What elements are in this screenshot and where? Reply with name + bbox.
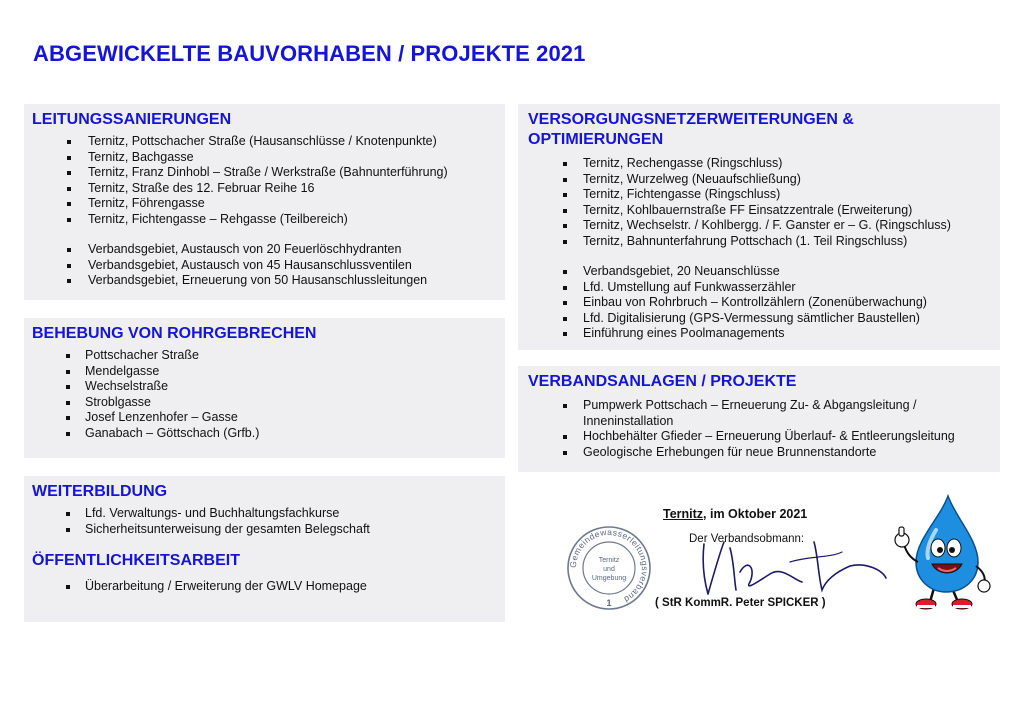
list-item: Ternitz, Franz Dinhobl – Straße / Werkstraße (Bahnunterführung) — [88, 165, 505, 181]
bullet-icon — [66, 432, 70, 436]
bullet-icon — [66, 585, 70, 589]
list-item: Lfd. Umstellung auf Funkwasserzähler — [583, 280, 1000, 296]
list-item: Einbau von Rohrbruch – Kontrollzählern (Zonenüberwachung) — [583, 295, 1000, 311]
bullet-icon — [67, 264, 71, 268]
list-item: Lfd. Digitalisierung (GPS-Vermessung sämtlicher Baustellen) — [583, 311, 1000, 327]
bullet-icon — [67, 218, 71, 222]
bullet-icon — [66, 370, 70, 374]
section-heading: WEITERBILDUNG — [32, 483, 168, 500]
bullet-icon — [563, 286, 567, 290]
section-heading: VERBANDSANLAGEN / PROJEKTE — [528, 373, 797, 390]
list-item: Ternitz, Bachgasse — [88, 150, 505, 166]
list-item: Ternitz, Bahnunterfahrung Pottschach (1. Teil Ringschluss) — [583, 234, 1000, 250]
bullet-icon — [66, 401, 70, 405]
list-item: Ternitz, Kohlbauernstraße FF Einsatzzentrale (Erweiterung) — [583, 203, 1000, 219]
bullet-icon — [563, 209, 567, 213]
list-item: Wechselstraße — [85, 379, 505, 395]
bullet-list — [85, 348, 505, 441]
list-item: Verbandsgebiet, Austausch von 20 Feuerlöschhydranten — [88, 242, 505, 258]
bullet-icon — [67, 140, 71, 144]
bullet-icon — [563, 240, 567, 244]
bullet-icon — [67, 187, 71, 191]
list-item: Josef Lenzenhofer – Gasse — [85, 410, 505, 426]
bullet-icon — [67, 279, 71, 283]
bullet-icon — [563, 270, 567, 274]
list-item: Pottschacher Straße — [85, 348, 505, 364]
list-item: Ternitz, Wechselstr. / Kohlbergg. / F. Ganster er – G. (Ringschluss) — [583, 218, 1000, 234]
list-item: Mendelgasse — [85, 364, 505, 380]
bullet-icon — [67, 248, 71, 252]
list-item: Sicherheitsunterweisung der gesamten Belegschaft — [85, 522, 505, 538]
water-drop-mascot-icon — [888, 492, 998, 614]
svg-text:Umgebung: Umgebung — [591, 575, 627, 582]
svg-text:1: 1 — [606, 598, 612, 608]
section-verbandsanlagen — [518, 366, 1000, 472]
bullet-list — [85, 506, 505, 537]
bullet-list — [88, 134, 505, 227]
bullet-icon — [66, 385, 70, 389]
bullet-icon — [563, 332, 567, 336]
bullet-icon — [563, 178, 567, 182]
bullet-icon — [67, 156, 71, 160]
bullet-list — [583, 398, 1000, 460]
list-item: Verbandsgebiet, 20 Neuanschlüsse — [583, 264, 1000, 280]
list-item: Ternitz, Straße des 12. Februar Reihe 16 — [88, 181, 505, 197]
section-heading — [528, 110, 1000, 150]
bullet-icon — [66, 416, 70, 420]
bullet-icon — [563, 301, 567, 305]
section-rohrgebrechen — [24, 318, 505, 458]
list-item: Überarbeitung / Erweiterung der GWLV Homepage — [85, 579, 505, 595]
section-leitungssanierungen — [24, 104, 505, 300]
bullet-icon — [563, 317, 567, 321]
bullet-icon — [66, 512, 70, 516]
heading-line: VERSORGUNGSNETZERWEITERUNGEN & — [528, 111, 854, 128]
section-weiterbildung — [24, 476, 505, 622]
bullet-list — [583, 264, 1000, 342]
bullet-icon — [563, 224, 567, 228]
list-item: Stroblgasse — [85, 395, 505, 411]
signature-icon — [690, 522, 890, 602]
bullet-icon — [563, 193, 567, 197]
bullet-icon — [66, 528, 70, 532]
list-item: Ternitz, Rechengasse (Ringschluss) — [583, 156, 1000, 172]
section-versorgung — [518, 104, 1000, 350]
svg-text:Ternitz: Ternitz — [598, 557, 620, 564]
bullet-icon — [66, 354, 70, 358]
bullet-icon — [563, 451, 567, 455]
bullet-icon — [563, 404, 567, 408]
svg-text:Gemeindewasserleitungsverband: Gemeindewasserleitungsverband — [567, 526, 651, 605]
section-heading: LEITUNGSSANIERUNGEN — [32, 111, 232, 128]
bullet-list — [583, 156, 1000, 249]
bullet-icon — [563, 162, 567, 166]
list-item: Einführung eines Poolmanagements — [583, 326, 1000, 342]
page-title: ABGEWICKELTE BAUVORHABEN / PROJEKTE 2021 — [33, 41, 586, 66]
list-item: Geologische Erhebungen für neue Brunnenstandorte — [583, 445, 1000, 461]
bullet-icon — [67, 171, 71, 175]
list-item: Verbandsgebiet, Erneuerung von 50 Hausanschlussleitungen — [88, 273, 505, 289]
svg-text:und: und — [603, 566, 615, 573]
bullet-icon — [67, 202, 71, 206]
list-item: Ternitz, Fichtengasse (Ringschluss) — [583, 187, 1000, 203]
list-item: Hochbehälter Gfieder – Erneuerung Überlauf- & Entleerungsleitung — [583, 429, 1000, 445]
list-item: Ternitz, Wurzelweg (Neuaufschließung) — [583, 172, 1000, 188]
list-item: Pumpwerk Pottschach – Erneuerung Zu- & Abgangsleitung / Inneninstallation — [583, 398, 1000, 429]
list-item: Ganabach – Göttschach (Grfb.) — [85, 426, 505, 442]
stamp-icon — [565, 524, 653, 612]
heading-line: OPTIMIERUNGEN — [528, 131, 664, 148]
bullet-list — [85, 579, 505, 595]
bullet-icon — [563, 435, 567, 439]
list-item: Ternitz, Fichtengasse – Rehgasse (Teilbereich) — [88, 212, 505, 228]
signature-role: Der Verbandsobmann: — [689, 533, 805, 545]
section-heading: BEHEBUNG VON ROHRGEBRECHEN — [32, 325, 317, 342]
signature-name: ( StR KommR. Peter SPICKER ) — [655, 597, 826, 609]
list-item: Ternitz, Föhrengasse — [88, 196, 505, 212]
list-item: Ternitz, Pottschacher Straße (Hausanschlüsse / Knotenpunkte) — [88, 134, 505, 150]
section-heading-oeffentlichkeit: ÖFFENTLICHKEITSARBEIT — [32, 552, 240, 569]
list-item: Verbandsgebiet, Austausch von 45 Hausanschlussventilen — [88, 258, 505, 274]
bullet-list — [88, 242, 505, 289]
list-item: Lfd. Verwaltungs- und Buchhaltungsfachkurse — [85, 506, 505, 522]
signature-date: Ternitz, im Oktober 2021 — [663, 507, 808, 521]
